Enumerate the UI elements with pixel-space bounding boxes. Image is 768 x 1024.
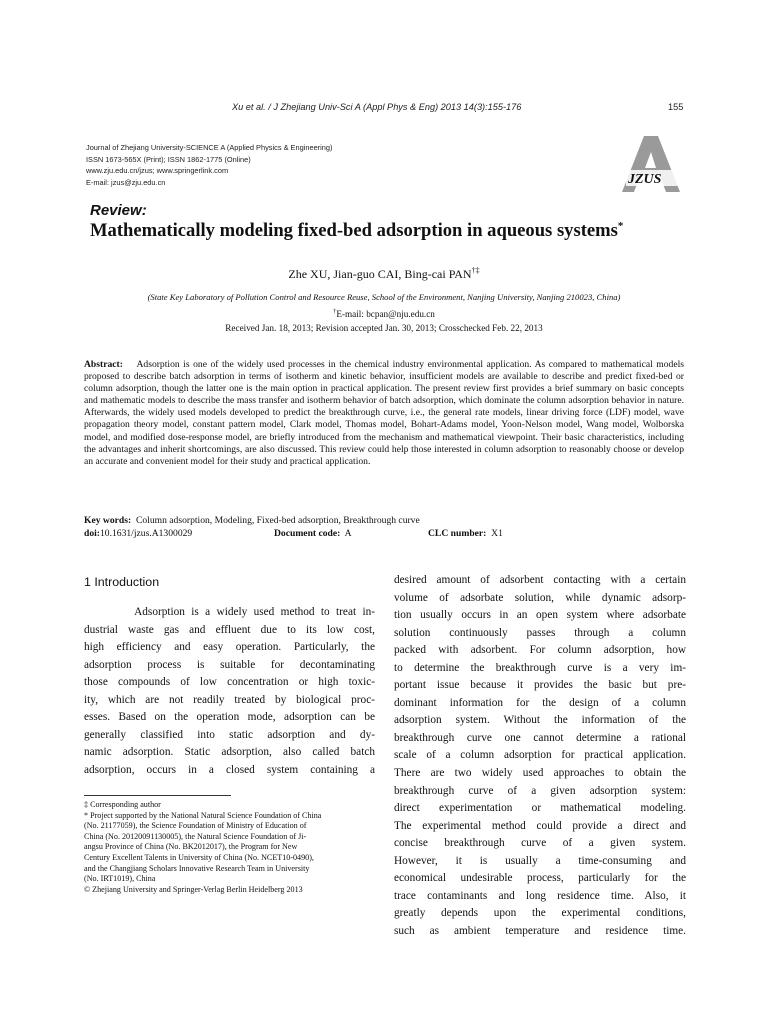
footnote-line: (No. IRT1019), China <box>84 874 156 884</box>
section-heading: 1 Introduction <box>84 575 160 589</box>
body-line: desired amount of adsorbent contacting with a certain <box>394 574 686 586</box>
keywords <box>84 515 684 528</box>
body-line: Adsorption is a widely used method to treat in- <box>84 606 375 618</box>
email-mark: † <box>333 308 337 315</box>
logo-text: JZUS <box>628 172 662 187</box>
body-line: packed with adsorbent. For column adsorption, how <box>394 644 686 657</box>
footnote-line: (No. 21177059), the Science Foundation of Ministry of Education of <box>84 821 307 831</box>
footnote-divider <box>84 795 231 796</box>
journal-name: Journal of Zhejiang University-SCIENCE A (Applied Physics & Engineering) <box>86 143 333 152</box>
body-left-column <box>84 604 375 779</box>
body-line: those compounds of low concentration or high toxic- <box>84 676 375 689</box>
body-line: There are two widely used approaches to obtain the <box>394 767 686 780</box>
footnote-line: China (No. 20120091130005), the Natural Science Foundation of Ji- <box>84 831 307 841</box>
journal-email: E-mail: jzus@zju.edu.cn <box>86 177 166 187</box>
footnote-line: and the Changjiang Scholars Innovative Research Team in University <box>84 863 310 873</box>
abstract <box>84 359 684 468</box>
article-type-label: Review: <box>90 202 147 219</box>
journal-issn: ISSN 1673-565X (Print); ISSN 1862-1775 (Online) <box>86 154 251 164</box>
author-names: Zhe XU, Jian-guo CAI, Bing-cai PAN <box>288 267 472 281</box>
footnote-line: ‡ Corresponding author <box>84 800 161 809</box>
body-right-column <box>394 572 686 940</box>
body-line: breakthrough curve one cannot determine a rational <box>394 731 686 744</box>
body-line: portant issue because it provides the basic but pre- <box>394 679 686 692</box>
journal-info <box>86 142 332 188</box>
body-line: to determine the breakthrough curve is a very im- <box>394 661 686 674</box>
body-line: dominant information for the design of a column <box>394 696 686 709</box>
body-line: trace contaminants and long residence time. Also, it <box>394 889 686 902</box>
abstract-label: Abstract: <box>84 359 123 370</box>
body-line: concise breakthrough curve of a given system. <box>394 837 686 850</box>
document-code-value: A <box>344 528 352 539</box>
footnote-line: * Project supported by the National Natural Science Foundation of China <box>84 810 322 820</box>
footnote-line: angsu Province of China (No. BK2012017), the Program for New <box>84 842 298 852</box>
journal-websites: www.zju.edu.cn/jzus; www.springerlink.com <box>86 166 229 175</box>
jzus-logo <box>600 134 688 194</box>
clc-number-value: X1 <box>491 528 503 539</box>
abstract-text: Adsorption is one of the widely used processes in the chemical industry environmental application. As compared to mathematical models proposed to describe batch adsorption in terms of isotherm and kinetic behavior, insufficient models are available to describe and predict fixed-bed or column adsorption, though the latter one is the main option in practical application. The present review first provides a brief summary on basic concepts and mathematic models to describe the mass transfer and isotherm behavior of batch adsorption, which dominate the column adsorption behavior in nature. Afterwards, the widely used models developed to predict the breakthrough curve, i.e., the general rate models, linear driving force (LDF) model, wave propagation theory model, constant pattern model, Clark model, Thomas model, Bohart-Adams model, Yoon-Nelson model, Wang model, Wolborska model, and modified dose-response model, are briefly introduced from the mechanism and mathematical viewpoint. Their basic characteristics, including the advantages and inherit shortcomings, are also discussed. This review could help those interested in column adsorption to reasonably choose or develop an accurate and convenient model for their study and practical application. <box>84 359 684 467</box>
document-code <box>274 528 352 541</box>
body-line: direct experimentation or mathematical modeling. <box>394 802 686 815</box>
body-line: namic adsorption. Static adsorption, also called batch <box>84 746 375 759</box>
author-footnote-marks: †‡ <box>471 266 480 275</box>
body-line: However, it is usually a time-consuming and <box>394 854 686 867</box>
clc-number <box>428 528 503 541</box>
article-title <box>90 220 623 242</box>
received-dates: Received Jan. 18, 2013; Revision accepted Jan. 30, 2013; Crosschecked Feb. 22, 2013 <box>225 323 543 333</box>
body-line: high efficiency and easy operation. Particularly, the <box>84 641 375 654</box>
body-line: generally classified into static adsorption and dy- <box>84 728 375 741</box>
footnotes <box>84 800 376 895</box>
title-footnote-mark: * <box>617 220 624 232</box>
corresponding-email <box>0 308 768 319</box>
body-line: esses. Based on the operation mode, adsorption can be <box>84 711 375 724</box>
doi-label: doi: <box>84 528 100 539</box>
authors <box>0 266 768 282</box>
body-line: greatly depends upon the experimental conditions, <box>394 907 686 920</box>
footnote-line: Century Excellent Talents in University of China (No. NCET10-0490), <box>84 852 314 862</box>
body-line: adsorption system. Without the information of the <box>394 714 686 727</box>
article-identifiers <box>84 528 684 541</box>
body-line: dustrial waste gas and effluent due to its low cost, <box>84 623 375 636</box>
keywords-label: Key words: <box>84 515 132 526</box>
document-code-label: Document code: <box>274 528 341 539</box>
body-line: economical undesirable process, particularly for the <box>394 872 686 885</box>
clc-number-label: CLC number: <box>428 528 487 539</box>
body-line: such as ambient temperature and residence time. <box>394 924 686 937</box>
body-line: breakthrough curve of a given adsorption system: <box>394 784 686 797</box>
doi-value: 10.1631/jzus.A1300029 <box>100 528 193 539</box>
body-line: adsorption, occurs in a closed system containing a <box>84 763 375 776</box>
body-line: scale of a column adsorption for practical application. <box>394 749 686 762</box>
keywords-text: Column adsorption, Modeling, Fixed-bed adsorption, Breakthrough curve <box>135 515 420 526</box>
body-line: solution continuously passes through a column <box>394 626 686 639</box>
email-text: E-mail: bcpan@nju.edu.cn <box>336 309 435 320</box>
body-line: ity, which are not readily treated by biological proc- <box>84 693 375 706</box>
body-line: adsorption process is suitable for decontaminating <box>84 658 375 671</box>
page-number: 155 <box>668 102 684 112</box>
body-line: volume of adsorbate solution, while dynamic adsorp- <box>394 591 686 604</box>
affiliation: (State Key Laboratory of Pollution Control and Resource Reuse, School of the Environment, Nanjing University, Nanjing 210023, China) <box>147 292 621 302</box>
body-line: tion usually occurs in an open system where adsorbate <box>394 609 686 622</box>
running-head: Xu et al. / J Zhejiang Univ-Sci A (Appl Phys & Eng) 2013 14(3):155-176 <box>232 102 522 112</box>
body-line: The experimental method could provide a direct and <box>394 819 686 832</box>
footnote-line: © Zhejiang University and Springer-Verlag Berlin Heidelberg 2013 <box>84 884 303 894</box>
title-text: Mathematically modeling fixed-bed adsorption in aqueous systems <box>90 220 618 242</box>
